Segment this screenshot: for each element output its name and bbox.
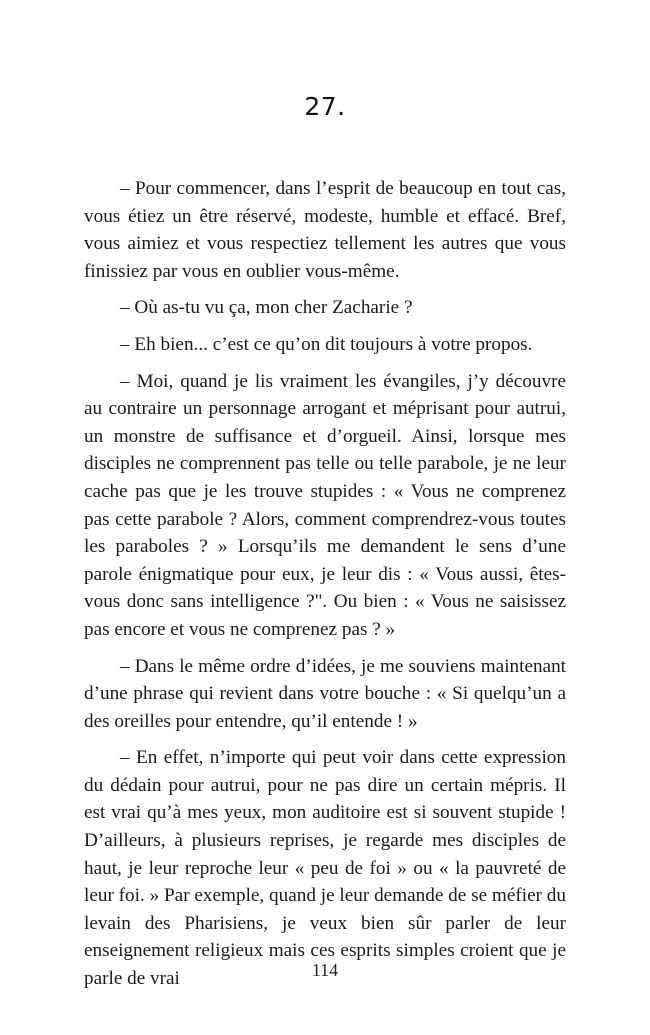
paragraph-6: – En effet, n’importe qui peut voir dans cette expression du dédain pour autrui, pour ne pas dire un certain mépris. Il est vrai qu’à mes yeux, mon auditoire est si souvent stupide ! D’ailleurs, à plusieurs reprises, je regarde mes disciples de haut, je leur reproche leur « peu de foi » ou « la pauvreté de leur foi. » Par exemple, quand je leur demande de se méfier du levain des Pharisiens, je veux bien sûr parler de leur enseignement religieux mais ces esprits simples croient que je parle de vrai	[84, 747, 566, 990]
paragraph-4: – Moi, quand je lis vraiment les évangiles, j’y découvre au contraire un personnage arrogant et méprisant pour autrui, un monstre de suffisance et d’orgueil. Ainsi, lorsque mes disciples ne comprennent pas telle ou telle parabole, je ne leur cache pas que je les trouve stupides : « Vous ne comprenez pas cette parabole ? Alors, comment comprendrez-vous toutes les paraboles ? » Lorsqu’ils me demandent le sens d’une parole énigmatique pour eux, je leur dis : « Vous aussi, êtes-vous donc sans intelligence ?". Ou bien : « Vous ne saisissez pas encore et vous ne comprenez pas ? »	[84, 370, 566, 640]
paragraph-1: – Pour commencer, dans l’esprit de beaucoup en tout cas, vous étiez un être réservé, modeste, humble et effacé. Bref, vous aimiez et vous respectiez tellement les autres que vous finissiez par vous en oublier vous-même.	[84, 178, 566, 282]
page-number: 114	[311, 960, 339, 980]
chapter-title: 27.	[304, 92, 346, 121]
paragraph-2: – Où as-tu vu ça, mon cher Zacharie ?	[120, 297, 413, 319]
paragraph-5: – Dans le même ordre d’idées, je me souviens maintenant d’une phrase qui revient dans votre bouche : « Si quelqu’un a des oreilles pour entendre, qu’il entende ! »	[84, 655, 566, 732]
body-text	[84, 175, 566, 1002]
paragraph-3: – Eh bien... c’est ce qu’on dit toujours à votre propos.	[120, 333, 533, 355]
